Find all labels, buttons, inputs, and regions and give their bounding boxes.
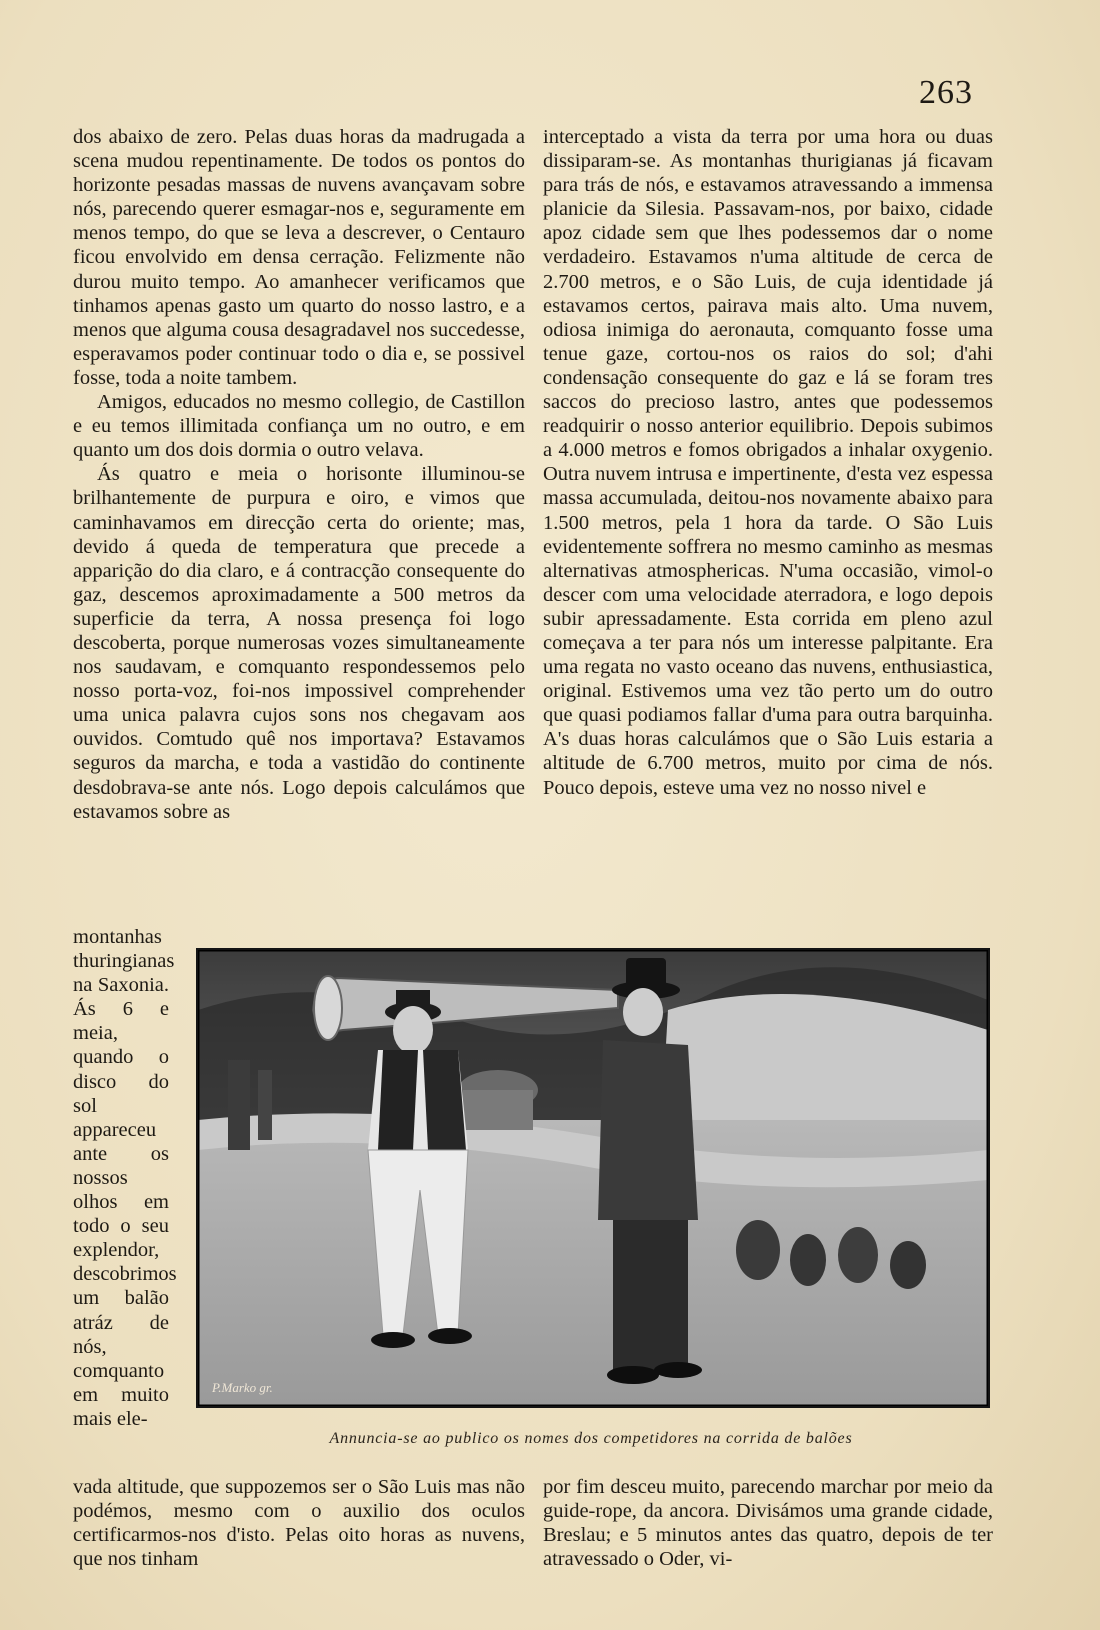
photograph-two-men-megaphone-icon [198, 950, 988, 1406]
paragraph: Ás quatro e meia o horisonte illuminou-se brilhantemente de purpura e oiro, e vimos que caminhavamos em direcção certa do oriente; mas, devido á queda de temperatura que precede a apparição do dia claro, e á contracção consequente do gaz, descemos aproximadamente a 500 metros da superficie da terra, A nossa presença foi logo descoberta, porque numerosas vozes simultaneamente nos saudavam, e comquanto respondessemos pelo nosso porta-voz, foi-nos impossivel comprehender uma unica palavra cujos sons nos chegavam aos ouvidos. Comtudo quê nos importava? Estavamos seguros da marcha, e toda a vastidão do continente desdobrava-se ante nós. Logo depois calculámos que estavamos sobre as [73, 463, 525, 823]
photograph [196, 948, 990, 1408]
paragraph: interceptado a vista da terra por uma hora ou duas dissiparam-se. As montanhas thurigianas já ficavam para trás de nós, e estavamos atravessando a immensa planicie da Silesia. Passavam-nos, por baixo, cidade apoz cidade sem que lhes podessemos dar o nome verdadeiro. Estavamos n'uma altitude de cerca de 2.700 metros, e o São Luis, de cuja identidade já estavamos certos, pairava mais alto. Uma nuvem, odiosa inimiga do aeronauta, comquanto fosse uma tenue gaze, cortou-nos os raios do sol; d'ahi condensação consequente do gaz e lá se foram tres saccos do precioso lastro, antes que podessemos readquirir o nosso anterior equilibrio. Depois subimos a 4.000 metros e fomos obrigados a inhalar oxygenio. Outra nuvem intrusa e impertinente, d'esta vez espessa massa accumulada, deitou-nos novamente abaixo para 1.500 metros, pela 1 hora da tarde. O São Luis evidentemente soffrera no mesmo caminho as mesmas alternativas atmosphericas. N'uma occasião, vimol-o descer com uma velocidade aterradora, e logo depois subir apressadamente. Esta corrida em pleno azul começava a ter para nós um interesse palpitante. Era uma regata no vasto oceano das nuvens, enthusiastica, original. Estivemos uma vez tão perto um do outro que quasi podiamos fallar d'uma para outra barquinha. A's duas horas calculámos que o São Luis estaria a altitude de 6.700 metros, muito por cima de nós. Pouco depois, esteve uma vez no nosso nivel e [543, 126, 993, 799]
engraver-signature: P.Marko gr. [212, 1380, 273, 1395]
bottom-left-text: vada altitude, que suppozemos ser o São Luis mas não podémos, mesmo com o auxilio dos oculos certificarmos-nos d'isto. Pelas oito horas as nuvens, que nos tinham [73, 1476, 525, 1571]
page-number: 263 [919, 74, 973, 111]
bottom-right-text: por fim desceu muito, parecendo marchar por meio da guide-rope, da ancora. Divisámos uma grande cidade, Breslau; e 5 minutos antes das quatro, depois de ter atravessado o Oder, vi- [543, 1476, 993, 1571]
paragraph: dos abaixo de zero. Pelas duas horas da madrugada a scena mudou repentinamente. De todos os pontos do horizonte pesadas massas de nuvens avançavam sobre nós, parecendo querer esmagar-nos e, seguramente em menos tempo, do que se leva a descrever, o Centauro ficou envolvido em densa cerração. Felizmente não durou muito tempo. Ao amanhecer verificamos que tinhamos apenas gasto um quarto do nosso lastro, e a menos que alguma cousa desagradavel nos succedesse, esperavamos poder continuar todo o dia e, se possivel fosse, toda a noite tambem. [73, 126, 525, 389]
photo-caption: Annuncia-se ao publico os nomes dos competidores na corrida de balões [329, 1430, 853, 1447]
paragraph: Amigos, educados no mesmo collegio, de Castillon e eu temos illimitada confiança um no outro, e em quanto um dos dois dormia o outro velava. [73, 391, 525, 462]
narrow-column-text: montanhas thuringianas na Saxonia. Ás 6 e meia, quando o disco do sol appareceu ante os nossos olhos em todo o seu explendor, descobrimos um balão atráz de nós, comquanto em muito mais ele- [73, 926, 177, 1430]
left-column [73, 125, 525, 824]
right-column [543, 125, 993, 800]
